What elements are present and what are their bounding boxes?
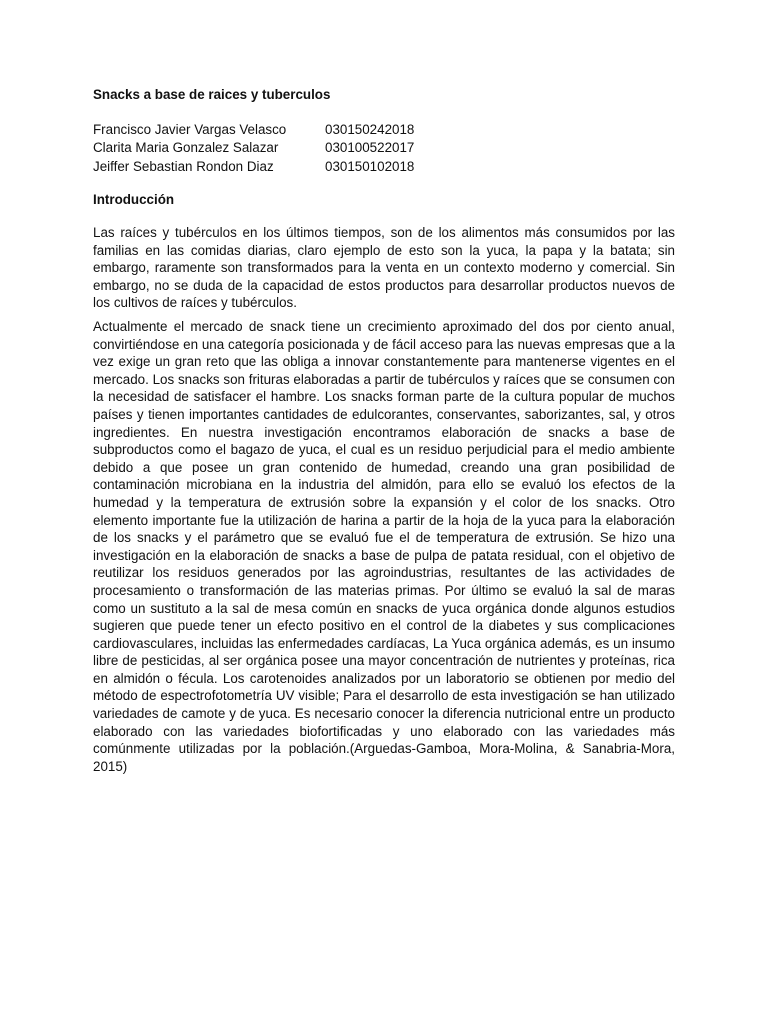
author-list [93, 121, 414, 176]
author-row [93, 139, 414, 157]
author-name: Clarita Maria Gonzalez Salazar [93, 140, 279, 156]
author-row [93, 121, 414, 139]
author-name: Jeiffer Sebastian Rondon Diaz [93, 158, 274, 174]
author-id: 030150102018 [325, 158, 415, 174]
document-title: Snacks a base de raices y tuberculos [93, 87, 331, 102]
paragraph: Actualmente el mercado de snack tiene un crecimiento aproximado del dos por ciento anual, convirtiéndose en una categoría posicionada y de fácil acceso para las nuevas empresas que a la vez exige un gran reto que las obliga a innovar constantemente para mantenerse vigentes en el mercado. Los snacks son frituras elaboradas a partir de tubérculos y raíces que se consumen con la necesidad de satisfacer el hambre. Los snacks forman parte de la cultura popular de muchos países y tienen importantes cantidades de edulcorantes, conservantes, saborizantes, sal, y otros ingredientes. En nuestra investigación encontramos elaboración de snacks a base de subproductos como el bagazo de yuca, el cual es un residuo perjudicial para el medio ambiente debido a que posee un gran contenido de humedad, creando una gran posibilidad de contaminación microbiana en la industria del almidón, para ello se evaluó los efectos de la humedad y la temperatura de extrusión sobre la expansión y el color de los snacks. Otro elemento importante fue la utilización de harina a partir de la hoja de la yuca para la elaboración de los snacks y el parámetro que se evaluó fue el de temperatura de extrusión. Se hizo una investigación en la elaboración de snacks a base de pulpa de patata residual, con el objetivo de reutilizar los residuos generados por las agroindustrias, resultantes de las actividades de procesamiento o transformación de las materias primas. Por último se evaluó la sal de maras como un sustituto a la sal de mesa común en snacks de yuca orgánica donde algunos estudios sugieren que puede tener un efecto positivo en el control de la diabetes y sus complicaciones cardiovasculares, incluidas las enfermedades cardíacas, La Yuca orgánica además, es un insumo libre de pesticidas, al ser orgánica posee una mayor concentración de nutrientes y proteínas, rica en almidón o fécula. Los carotenoides analizados por un laboratorio se obtienen por medio del método de espectrofotometría UV visible; Para el desarrollo de esta investigación se han utilizado variedades de camote y de yuca. Es necesario conocer la diferencia nutricional entre un producto elaborado con las variedades biofortificadas y uno elaborado con las variedades más comúnmente utilizadas por la población.(Arguedas-Gamboa, Mora-Molina, & Sanabria-Mora, 2015) [93, 319, 675, 774]
author-name: Francisco Javier Vargas Velasco [93, 122, 287, 137]
section-heading-introduccion: Introducción [93, 192, 175, 207]
author-row [93, 158, 414, 176]
paragraph: Las raíces y tubérculos en los últimos tiempos, son de los alimentos más consumidos por las familias en las comidas diarias, claro ejemplo de esto son la yuca, la papa y la batata; sin embargo, raramente son transformados para la venta en un contexto moderno y comercial. Sin embargo, no se duda de la capacidad de estos productos para desarrollar productos nuevos de los cultivos de raíces y tubérculos. [93, 225, 675, 311]
author-id: 030150242018 [325, 122, 415, 137]
author-id: 030100522017 [325, 140, 415, 156]
